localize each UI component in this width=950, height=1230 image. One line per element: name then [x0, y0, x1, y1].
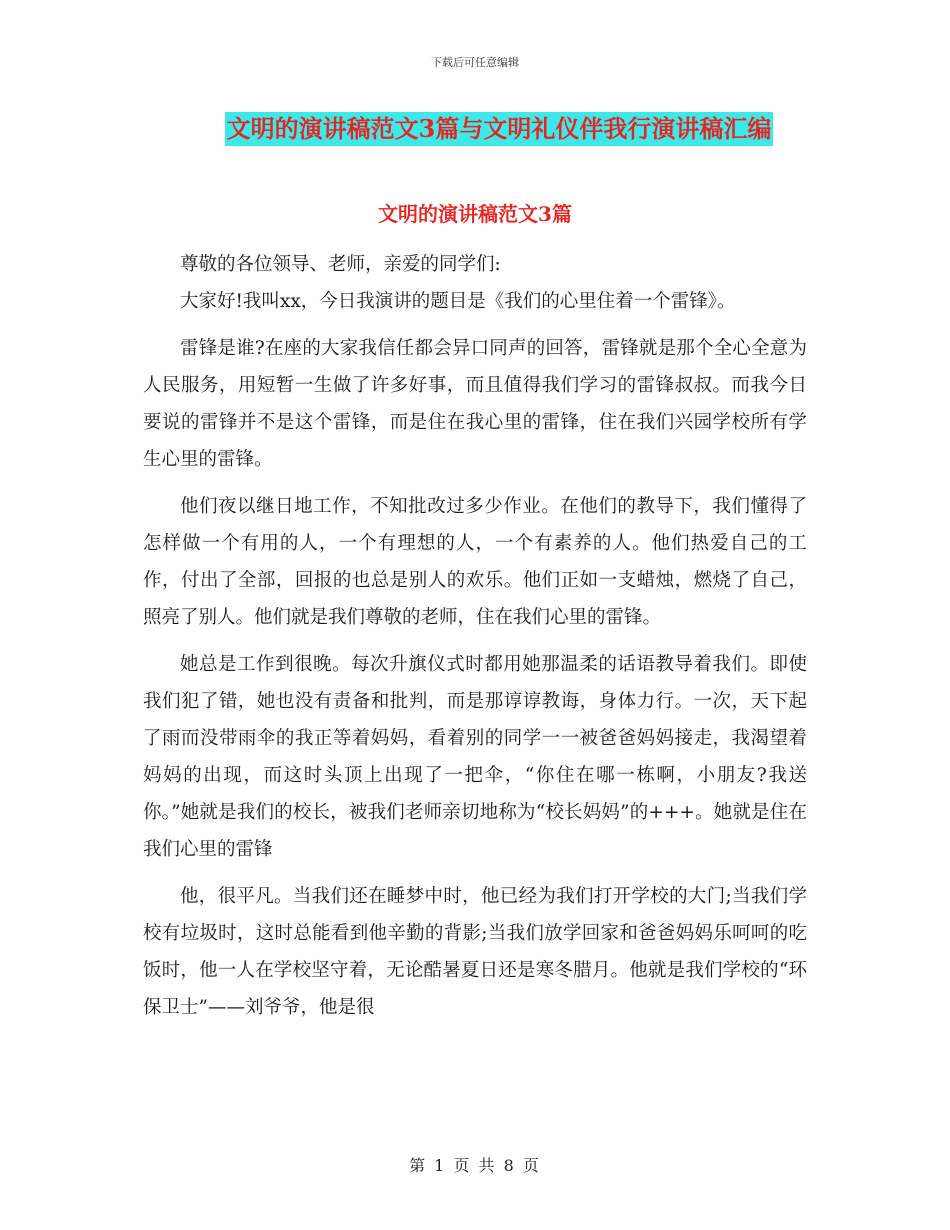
body-paragraph: 他们夜以继日地工作，不知批改过多少作业。在他们的教导下，我们懂得了怎样做一个有用的人，一个有理想的人，一个有素养的人。他们热爱自己的工作，付出了全部，回报的也总是别人的欢乐。他们正如一支蜡烛，燃烧了自己，照亮了别人。他们就是我们尊敬的老师，住在我们心里的雷锋。 [143, 496, 807, 628]
body-paragraph: 他，很平凡。当我们还在睡梦中时，他已经为我们打开学校的大门;当我们学校有垃圾时，这时总能看到他辛勤的背影;当我们放学回家和爸爸妈妈乐呵呵的吃饭时，他一人在学校坚守着，无论酷暑夏日还是寒冬腊月。他就是我们学校的“环保卫士”——刘爷爷，他是很 [143, 886, 807, 1018]
section-title: 文明的演讲稿范文3篇 [378, 202, 572, 226]
intro-paragraph: 大家好!我叫xx，今日我演讲的题目是《我们的心里住着一个雷锋》。 [180, 291, 736, 312]
body-paragraph: 她总是工作到很晚。每次升旗仪式时都用她那温柔的话语教导着我们。即使我们犯了错，她也没有责备和批判，而是那谆谆教诲，身体力行。一次，天下起了雨而没带雨伞的我正等着妈妈，看着别的同学一一被爸爸妈妈接走，我渴望着妈妈的出现，而这时头顶上出现了一把伞，“你住在哪一栋啊，小朋友?我送你。”她就是我们的校长，被我们老师亲切地称为“校长妈妈”的+++。她就是住在我们心里的雷锋 [143, 654, 807, 860]
body-paragraph: 雷锋是谁?在座的大家我信任都会异口同声的回答，雷锋就是那个全心全意为人民服务，用短暂一生做了许多好事，而且值得我们学习的雷锋叔叔。而我今日要说的雷锋并不是这个雷锋，而是住在我心里的雷锋，住在我们兴园学校所有学生心里的雷锋。 [143, 338, 807, 470]
page-footer: 第 1 页 共 8 页 [409, 1156, 541, 1175]
salutation-paragraph: 尊敬的各位领导、老师，亲爱的同学们: [180, 254, 501, 275]
header-note: 下载后可任意编辑 [431, 56, 519, 69]
document-body [143, 246, 807, 1026]
document-title-container [0, 112, 950, 146]
document-title: 文明的演讲稿范文3篇与文明礼仪伴我行演讲稿汇编 [225, 112, 774, 146]
